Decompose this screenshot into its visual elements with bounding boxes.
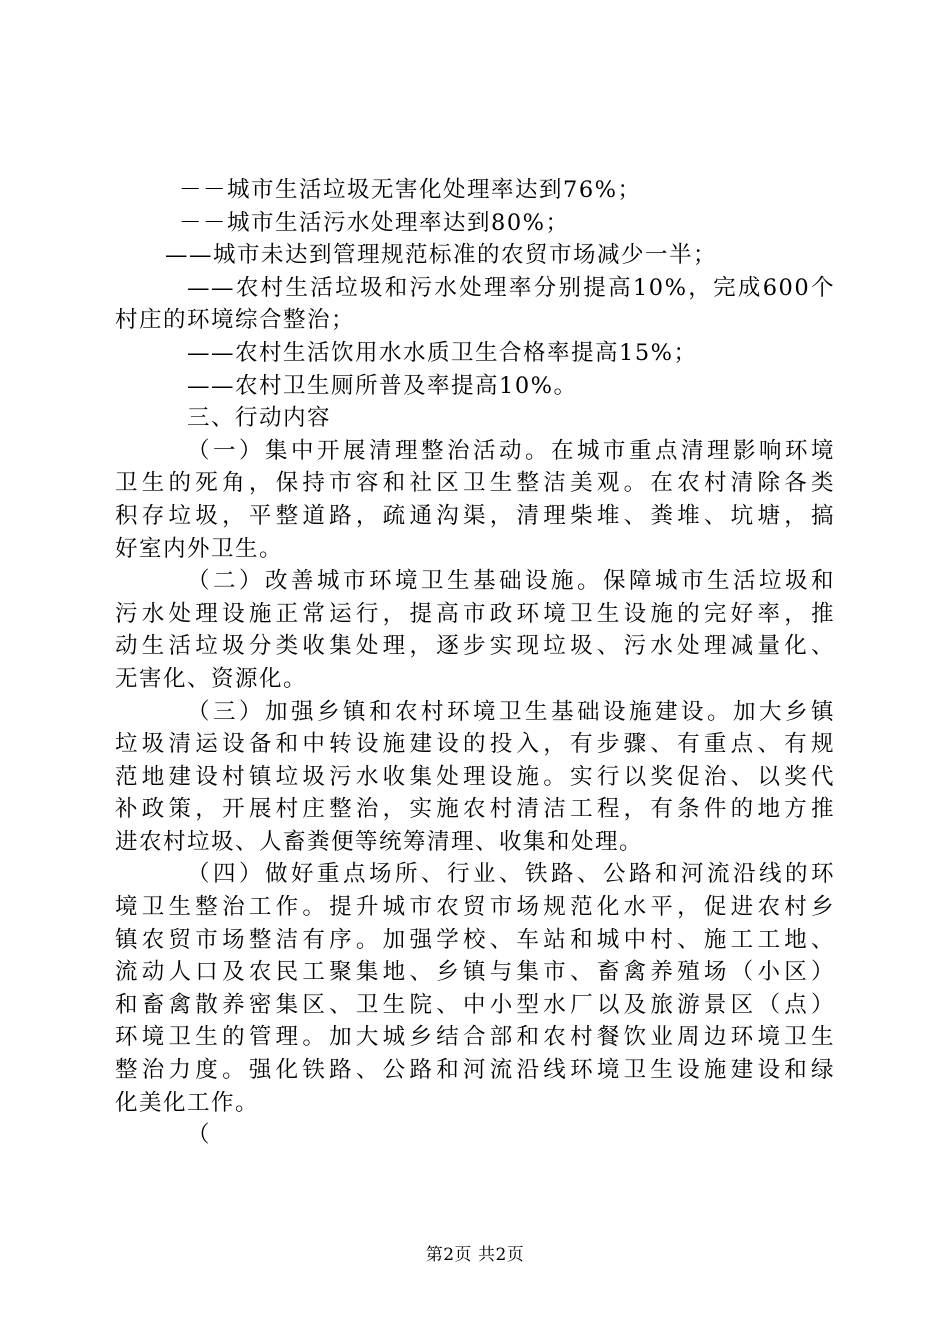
- paragraph-2-line: 污水处理设施正常运行，提高市政环境卫生设施的完好率，推: [115, 600, 835, 627]
- paragraph-1-line: 积存垃圾，平整道路，疏通沟渠，清理柴堆、粪堆、坑塘，搞: [115, 502, 835, 529]
- paragraph-4-line: 流动人口及农民工聚集地、乡镇与集市、畜禽养殖场（小区）: [115, 959, 835, 986]
- paragraph-3-line: 垃圾清运设备和中转设施建设的投入，有步骤、有重点、有规: [115, 731, 835, 758]
- paragraph-1-line: （一）集中开展清理整治活动。在城市重点清理影响环境: [187, 437, 835, 464]
- page-number-footer: 第2页 共2页: [425, 1245, 525, 1265]
- target-line-garbage: －－城市生活垃圾无害化处理率达到76%；: [179, 177, 642, 203]
- target-line-toilets: ——农村卫生厕所普及率提高10%。: [187, 372, 578, 399]
- document-body: [115, 174, 835, 1152]
- paragraph-4-line: 境卫生整治工作。提升城市农贸市场规范化水平，促进农村乡: [115, 894, 835, 921]
- paragraph-4-line: 和畜禽散养密集区、卫生院、中小型水厂以及旅游景区（点）: [115, 991, 835, 1018]
- paragraph-4-line: 环境卫生的管理。加大城乡结合部和农村餐饮业周边环境卫生: [115, 1024, 835, 1051]
- paragraph-5-start: （: [187, 1122, 212, 1149]
- target-line-sewage: －－城市生活污水处理率达到80%；: [179, 209, 570, 236]
- paragraph-4-line: 化美化工作。: [115, 1089, 260, 1116]
- paragraph-3-line: 范地建设村镇垃圾污水收集处理设施。实行以奖促治、以奖代: [115, 763, 835, 790]
- target-line-rural-waste: ——农村生活垃圾和污水处理率分别提高10%，完成600个: [187, 274, 835, 301]
- target-line-drinking-water: ——农村生活饮用水水质卫生合格率提高15%；: [187, 339, 698, 366]
- target-line-markets: ——城市未达到管理规范标准的农贸市场减少一半；: [165, 242, 718, 269]
- section-heading-action-content: 三、行动内容: [187, 405, 332, 432]
- paragraph-3-line: 进农村垃圾、人畜粪便等统筹清理、收集和处理。: [115, 828, 644, 855]
- paragraph-4-line: 镇农贸市场整洁有序。加强学校、车站和城中村、施工工地、: [115, 926, 835, 953]
- paragraph-1-line: 卫生的死角，保持市容和社区卫生整洁美观。在农村清除各类: [115, 470, 835, 497]
- paragraph-2-line: 无害化、资源化。: [115, 665, 308, 692]
- paragraph-4-line: 整治力度。强化铁路、公路和河流沿线环境卫生设施建设和绿: [115, 1057, 835, 1084]
- paragraph-4-line: （四）做好重点场所、行业、铁路、公路和河流沿线的环: [187, 861, 835, 888]
- paragraph-2-line: （二）改善城市环境卫生基础设施。保障城市生活垃圾和: [187, 568, 835, 595]
- paragraph-1-line: 好室内外卫生。: [115, 535, 284, 562]
- paragraph-3-line: 补政策，开展村庄整治，实施农村清洁工程，有条件的地方推: [115, 796, 835, 823]
- target-line-rural-waste-cont: 村庄的环境综合整治；: [115, 307, 356, 334]
- paragraph-2-line: 动生活垃圾分类收集处理，逐步实现垃圾、污水处理减量化、: [115, 633, 835, 660]
- paragraph-3-line: （三）加强乡镇和农村环境卫生基础设施建设。加大乡镇: [187, 698, 835, 725]
